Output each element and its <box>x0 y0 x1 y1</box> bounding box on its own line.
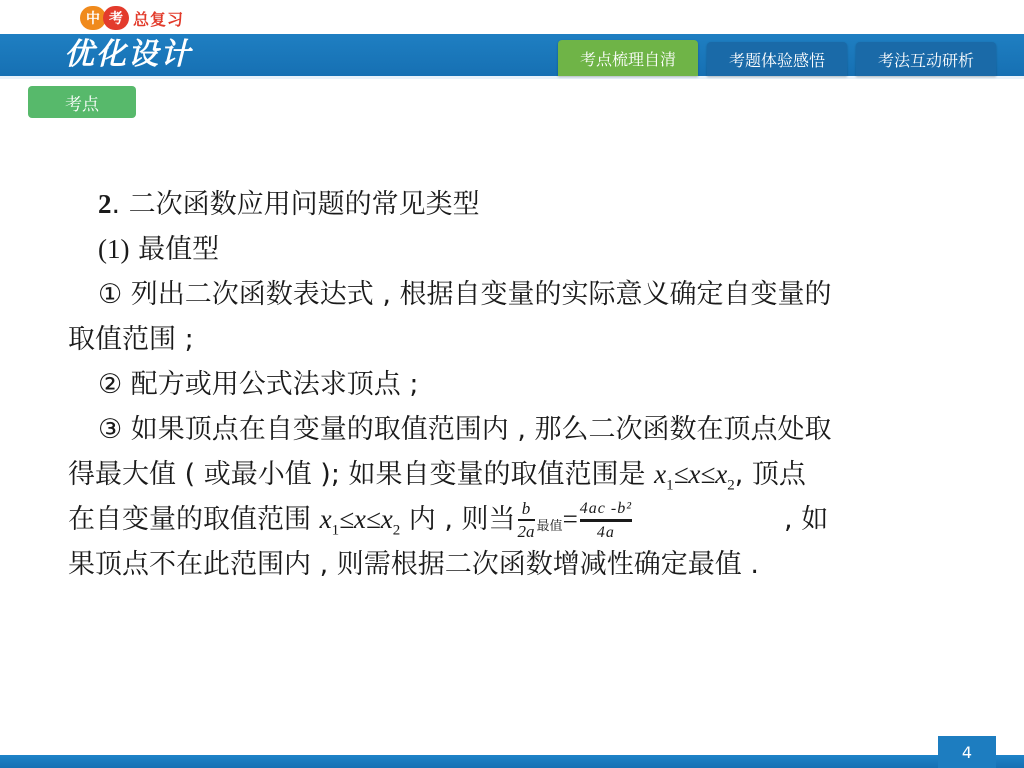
x-sub-2: 2 <box>392 522 401 539</box>
step3-line1: ③ 如果顶点在自变量的取值范围内 , 那么二次函数在顶点处取 <box>98 414 832 445</box>
subheading-number: (1) <box>98 234 130 264</box>
vertex-x-fraction <box>518 499 535 542</box>
fraction-numerator: b <box>521 499 531 518</box>
x-sub-1: 1 <box>331 522 340 539</box>
step3-line3-text: 在自变量的取值范围 <box>68 504 320 535</box>
fraction-denominator: 2a <box>518 519 535 542</box>
fraction-denominator: 4a <box>580 519 632 543</box>
step3-line3-end: , 如 <box>784 504 829 535</box>
tab-knowledge-review[interactable]: 考点梳理自清 <box>558 40 698 76</box>
x-sub-2: 2 <box>727 477 735 494</box>
exam-review-badge <box>80 6 184 30</box>
footer-bar <box>0 755 1024 768</box>
step3-line3-mid: 内 , 则当 <box>408 504 516 535</box>
badge-char-1: 中 <box>80 6 106 30</box>
range-expression <box>654 459 735 494</box>
range-expression <box>319 504 401 539</box>
subheading-text: 最值型 <box>129 234 220 265</box>
subheading <box>68 227 958 272</box>
tab-exam-experience[interactable]: 考题体验感悟 <box>707 42 847 76</box>
leq-sign: ≤ <box>700 459 716 489</box>
leq-sign: ≤ <box>365 504 381 534</box>
fraction-numerator: 4ac -b² <box>579 499 633 517</box>
step3-line2-end: , 顶点 <box>734 459 806 490</box>
heading-text: . 二次函数应用问题的常见类型 <box>111 189 480 220</box>
step3-line4: 果顶点不在此范围内 , 则需根据二次函数增减性确定最值 . <box>68 549 759 580</box>
badge-char-2: 考 <box>103 6 129 30</box>
tab-method-analysis[interactable]: 考法互动研析 <box>856 42 996 76</box>
x-var: x <box>353 504 366 534</box>
step1-line2: 取值范围 ; <box>68 324 194 355</box>
step3-line2-text: 得最大值 ( 或最小值 ); 如果自变量的取值范围是 <box>68 459 655 490</box>
step3-line2 <box>68 452 958 497</box>
extreme-value-fraction <box>580 499 632 543</box>
step2-line: ② 配方或用公式法求顶点 ; <box>98 369 419 400</box>
brand-logo: 优化设计 <box>64 37 192 72</box>
x-var: x <box>380 504 393 534</box>
badge-text: 总复习 <box>133 9 185 29</box>
section-heading <box>68 182 958 227</box>
slide-content <box>68 182 958 587</box>
x-sub-1: 1 <box>666 477 674 494</box>
heading-number: 2 <box>98 189 112 219</box>
leq-sign: ≤ <box>673 459 689 489</box>
x-var: x <box>319 504 332 534</box>
page-number: 4 <box>938 736 996 768</box>
leq-sign: ≤ <box>339 504 354 534</box>
x-var: x <box>715 459 728 489</box>
x-var: x <box>654 459 667 489</box>
section-badge: 考点 <box>28 86 136 118</box>
extreme-value-label: 最值 <box>536 519 563 534</box>
step1-line1: ① 列出二次函数表达式 , 根据自变量的实际意义确定自变量的 <box>98 279 832 310</box>
step3-line3: 在自变量的取值范围 $x_1\le x\le x_2$ 内 , 则当 $\frac{b}{2a}$ 最值= $\frac{\text{4ac -b²}}{4a}$ , 如 <box>68 499 829 541</box>
x-var: x <box>688 459 701 489</box>
header-divider <box>0 76 1024 79</box>
